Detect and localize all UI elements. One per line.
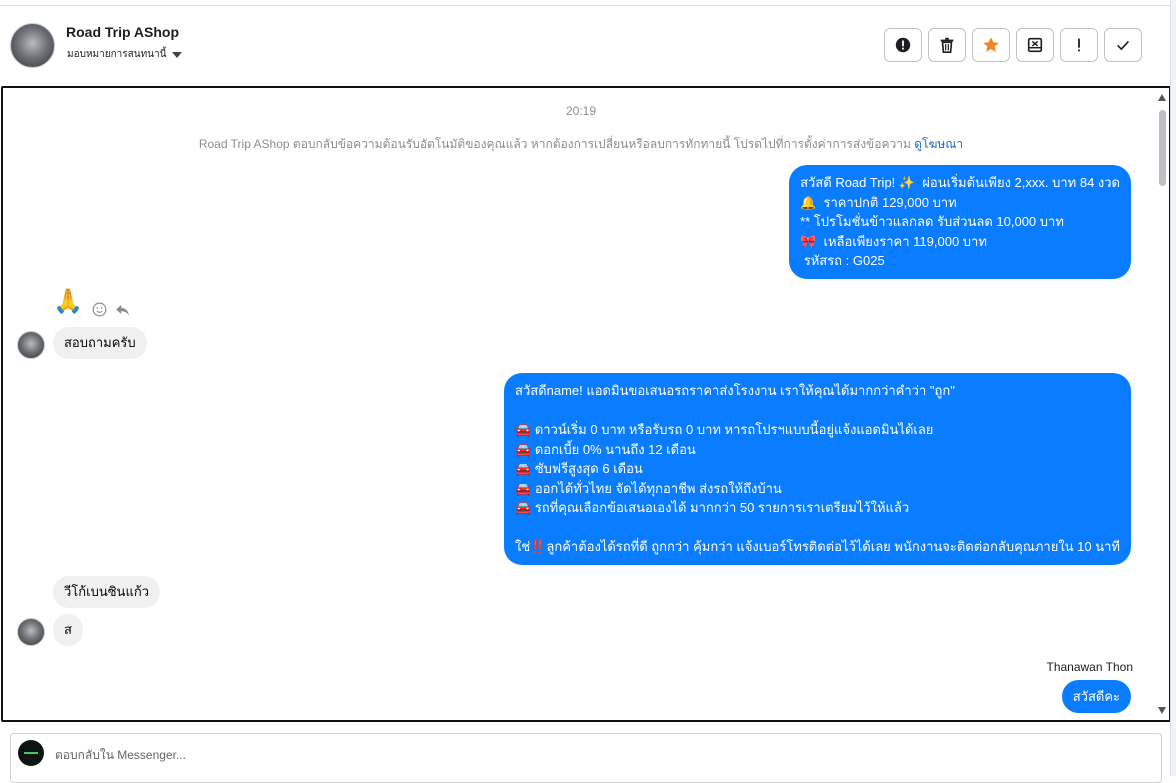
view-ad-link[interactable]: ดูโฆษณา [914,137,964,151]
system-message [3,135,1159,154]
sender-name: Thanawan Thon [1046,660,1133,674]
thread-scrollbar[interactable] [1155,88,1169,720]
message-tools [91,301,131,318]
scroll-thumb[interactable] [1159,110,1166,186]
contact-avatar-small[interactable] [17,331,45,359]
reply-icon[interactable] [114,301,131,318]
page-avatar [18,740,44,766]
follow-up-button[interactable] [1060,28,1098,62]
timestamp: 20:19 [565,104,597,118]
exclamation-icon [1070,36,1088,54]
system-message-text: Road Trip AShop ตอบกลับข้อความต้อนรับอัตโนมัติของคุณแล้ว หากต้องการเปลี่ยนหรือลบการทักทายนี้ โปรดไปที่การตั้งค่าการส่งข้อความ [198,137,915,151]
conversation-actions [884,28,1142,62]
done-button[interactable] [1104,28,1142,62]
outgoing-message[interactable]: สวัสดี Road Trip! ✨ ผ่อนเริ่มต้นเพียง 2,xxx. บาท 84 งวด 🔔 ราคาปกติ 129,000 บาท ** โปรโมชั่นข้าวแลกลด รับส่วนลด 10,000 บาท 🎀 เหลือเพียงราคา 119,000 บาท รหัสรถ : G025 [789,165,1131,279]
outgoing-message[interactable]: สวัสดีคะ [1062,680,1131,713]
smiley-icon[interactable] [91,301,108,318]
scroll-down-arrow[interactable] [1158,707,1166,714]
check-icon [1114,36,1132,54]
incoming-message[interactable]: สอบถามครับ [53,327,147,359]
incoming-message[interactable]: ส [53,614,83,646]
alert-circle-icon [894,36,912,54]
report-button[interactable] [884,28,922,62]
star-icon [982,36,1000,54]
page-scrollbar[interactable] [1170,0,1176,776]
scroll-up-arrow[interactable] [1158,94,1166,101]
contact-name[interactable]: Road Trip AShop [66,24,180,40]
star-button[interactable] [972,28,1010,62]
reply-input[interactable]: ตอบกลับใน Messenger... [55,748,186,762]
assign-label: มอบหมายการสนทนานี้ [67,49,167,60]
message-thread[interactable] [1,86,1171,722]
assign-conversation-dropdown[interactable] [67,47,182,62]
incoming-message[interactable]: วีโก้เบนซินแก้ว [53,576,160,608]
contact-avatar-small[interactable] [17,618,45,646]
conversation-header [0,6,1170,86]
outgoing-message[interactable]: สวัสดีname! แอดมินขอเสนอรถราคาส่งโรงงาน เราให้คุณได้มากกว่าคำว่า "ถูก" 🚘 ดาวน์เริ่ม 0 บาท หรือรับรถ 0 บาท หารถโปรฯแบบนี้อยู่แจ้งแอดมินได้เลย 🚘 ดอกเบี้ย 0% นานถึง 12 เดือน 🚘 ซับฟรีสูงสุด 6 เดือน 🚘 ออกได้ทั่วไทย จัดได้ทุกอาชีพ ส่งรถให้ถึงบ้าน 🚘 รถที่คุณเลือกข้อเสนอเองได้ มากกว่า 50 รายการเราเตรียมไว้ให้แล้ว ใช่‼️ลูกค้าต้องได้รถที่ดี ถูกกว่า คุ้มกว่า แจ้งเบอร์โทรติดต่อไว้ได้เลย พนักงานจะติดต่อกลับคุณภายใน 10 นาที [504,373,1131,565]
envelope-x-icon [1026,36,1044,54]
trash-icon [938,36,956,54]
caret-down-icon [172,52,182,58]
reaction-emoji[interactable]: 🙏 [53,288,83,315]
contact-avatar[interactable] [10,23,55,68]
mark-unread-button[interactable] [1016,28,1054,62]
delete-button[interactable] [928,28,966,62]
